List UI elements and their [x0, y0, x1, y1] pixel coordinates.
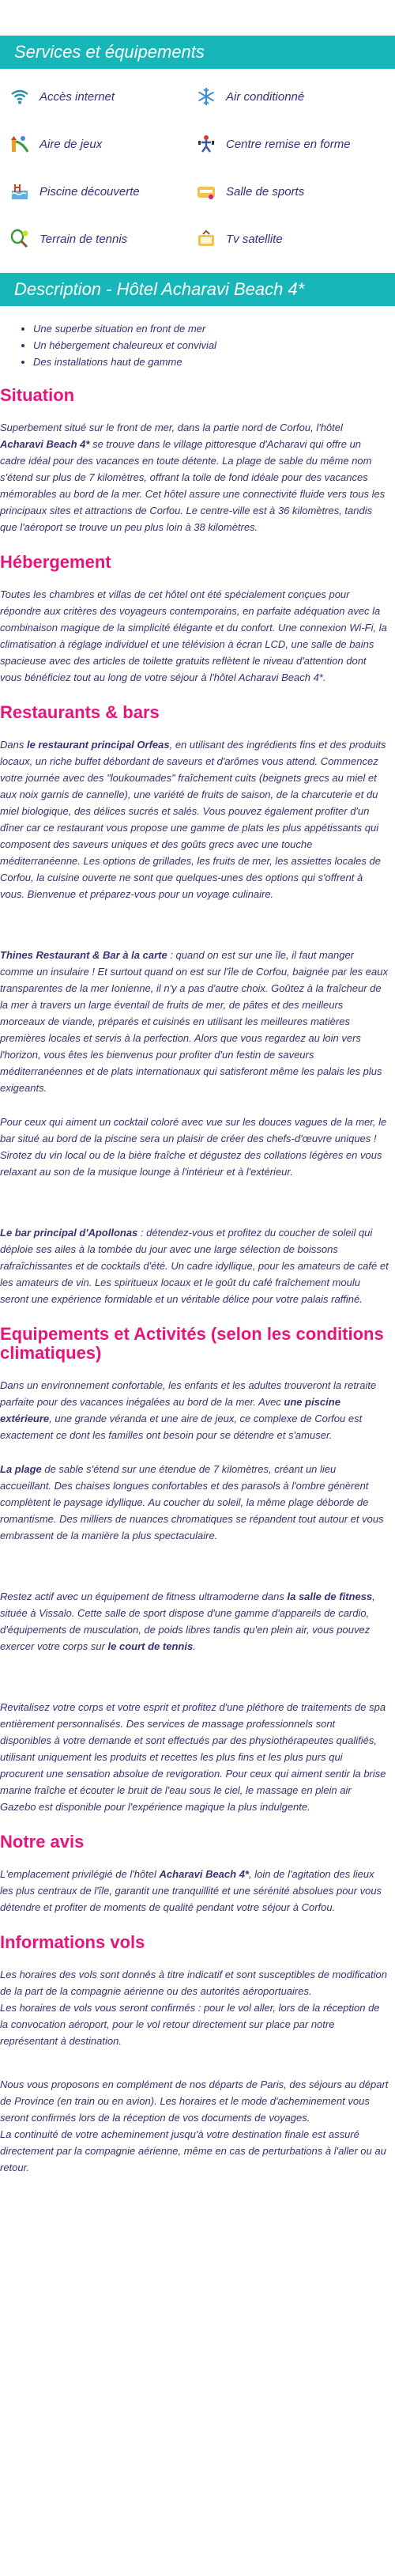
activites-intro-text: Dans un environnement confortable, les enfants et les adultes trouveront la retraite parfaite pour des vacances inégalées au bord de la mer. Avec une piscine extérieure, une grande véranda et une aire de jeux, ce complexe de Corfou est exactement ce dont les familles ont besoin pour se détendre et s'amuser. [0, 1379, 377, 1441]
amenity-label: Tv satellite [226, 232, 283, 246]
list-item: • Un hébergement chaleureux et convivial [33, 337, 395, 354]
hebergement-title: Hébergement [0, 552, 111, 572]
amenity-label: Accès internet [40, 89, 115, 104]
vols-province-text: Nous vous proposons en complément de nos départs de Paris, des séjours au départ de Province (en train ou en avion). Les horaires et le mode d'acheminement vous seront confirmés lors de la réception de vos documents de voyages. La continuité de votre acheminement jusqu'à votre destination finale est assuré directement par la compagnie aérienne, même en cas de perturbations à l'aller ou au retour. [0, 2079, 389, 2173]
wifi-icon [8, 86, 32, 107]
amenity-item [194, 134, 381, 154]
description-bullets [0, 320, 395, 370]
amenities-grid [0, 69, 395, 273]
amenity-item [8, 86, 194, 107]
apollonas-bar-text: Le bar principal d'Apollonas : détendez-vous et profitez du coucher de soleil qui déploie ses ailes à la tombée du jour avec une large sélection de boissons rafraîchissantes et de cocktails d'été. Un cadre idyllique, pour les amateurs de café et les amateurs de vin. Les spiritueux locaux et le goût du café fraîchement moulu seront une expérience formidable et un véritable délice pour votre palais raffiné. [0, 1227, 389, 1305]
spa-text: Revitalisez votre corps et votre esprit et profitez d'une pléthore de traitements de spa entièrement personnalisés. Des services de massage professionnels sont disponibles à votre demande et sont effectués par des physiothérapeutes qualifiés, utilisant uniquement les produits et recettes les plus fins et les plus purs qui procurent une sensation absolue de revigoration. Pour ceux qui aiment sentir la brise marine fraîche et écouter le bruit de l'eau sous le ciel, le massage en plein air Gazebo est disponible pour l'expérience magique la plus indulgente. [0, 1701, 386, 1813]
amenity-label: Air conditionné [226, 89, 305, 104]
situation-title: Situation [0, 385, 75, 405]
tennis-icon [8, 229, 32, 249]
amenity-item [8, 229, 194, 249]
activites-title: Equipements et Activités (selon les conditions climatiques) [0, 1324, 384, 1363]
beach-text: La plage de sable s'étend sur une étendue de 7 kilomètres, créant un lieu accueillant. Des chaises longues confortables et des parasols à l'ombre génèrent complètent le paysage idyllique. Au coucher du soleil, la même plage déborde de romantisme. Des milliers de nuances chromatiques se répandent tout autour et vous embrassent de la manière la plus spectaculaire. [0, 1463, 384, 1541]
list-item: • Une superbe situation en front de mer [33, 320, 395, 337]
fitness-text: Restez actif avec un équipement de fitness ultramoderne dans la salle de fitness, située à Vissalo. Cette salle de sport dispose d'une gamme d'appareils de cardio, d'équipements de musculation, de poids libres tandis qu'en plein air, vous pouvez exercer votre corps sur le court de tennis. [0, 1591, 375, 1652]
sports-hall-icon [194, 181, 218, 202]
amenity-item [8, 134, 194, 154]
amenity-label: Terrain de tennis [40, 232, 128, 246]
list-item: • Des installations haut de gamme [33, 354, 395, 370]
amenities-title: Services et équipements [0, 36, 395, 69]
snowflake-icon [194, 86, 218, 107]
pool-bar-text: Pour ceux qui aiment un cocktail coloré avec vue sur les douces vagues de la mer, le bar situé au bord de la piscine sera un plaisir de créer des chefs-d'œuvre uniques ! Sirotez du vin local ou de la bière fraîche et dégustez des collations légères en vous relaxant au son de la musique lounge à l'intérieur et à l'extérieur. [0, 1116, 387, 1178]
pool-icon [8, 181, 32, 202]
amenity-label: Piscine découverte [40, 184, 140, 199]
vols-text: Les horaires des vols sont donnés à titre indicatif et sont susceptibles de modification de la part de la compagnie aérienne ou des autorités aéroportuaires. Les horaires de vols vous seront confirmés : pour le vol aller, lors de la réception de la convocation aéroport, pour le vol retour directement sur place par notre représentant à destination. [0, 1969, 387, 2047]
restaurant-thines-text: Thines Restaurant & Bar à la carte : quand on est sur une île, il faut manger comme un insulaire ! Et surtout quand on est sur l'île de Corfou, baignée par les eaux transparentes de la mer Ionienne, il n'y a pas d'autre choix. Goûtez à la fraîcheur de la mer à travers un large éventail de fruits de mer, de pâtes et des meilleurs morceaux de viande, préparés et cuisinés en utilisant les meilleures matières premières locales et servis à la perfection. Alors que vous regardez au loin vers l'horizon, vous êtes les bienvenus pour profiter d'un festin de saveurs méditerranéennes et de plats internationaux qui satisferont même les palais les plus exigeants. [0, 949, 388, 1094]
amenity-item [194, 86, 381, 107]
restaurants-title: Restaurants & bars [0, 702, 160, 722]
amenity-item [8, 181, 194, 202]
satellite-tv-icon [194, 229, 218, 249]
situation-text: Superbement situé sur le front de mer, dans la partie nord de Corfou, l'hôtel Acharavi Beach 4* se trouve dans le village pittoresque d'Acharavi qui offre un cadre idéal pour des vacances en toute détente. La plage de sable du même nom s'étend sur plus de 7 kilomètres, offrant la toile de fond idéale pour des vacances mémorables au bord de la mer. Cet hôtel assure une connectivité fluide vers tous les principaux sites et attractions de Corfou. Le centre-ville est à 36 kilomètres, tandis que l'aéroport se trouve un peu plus loin à 38 kilomètres. [0, 422, 386, 533]
vols-title: Informations vols [0, 1932, 145, 1952]
restaurant-orfeas-text: Dans le restaurant principal Orfeas, en utilisant des ingrédients fins et des produits locaux, un riche buffet débordant de saveurs et d'arômes vous attend. Commencez votre journée avec des "loukoumades" fraîchement cuits (beignets grecs au miel et aux noix garnis de cannelle), une variété de fruits de saison, de la charcuterie et du miel biologique, des délices sucrés et salés. Vous pouvez également profiter d'un dîner car ce restaurant vous propose une gamme de plats les plus appétissants qui composent des saveurs uniques et des goûts grecs avec une touche méditerranéenne. Les options de grillades, les fruits de mer, les assiettes locales de Corfou, la cuisine ouverte ne sont que quelques-unes des options qui s'offrent à vous. Bienvenue et préparez-vous pour un voyage culinaire. [0, 739, 386, 900]
hebergement-text: Toutes les chambres et villas de cet hôtel ont été spécialement conçues pour répondre aux critères des voyageurs contemporains, en parfaite adéquation avec la combinaison magique de la simplicité élégante et du confort. Une connexion Wi-Fi, la climatisation à réglage individuel et une télévision à écran LCD, une salle de bains spacieuse avec des articles de toilette gratuits reflètent le niveau d'attention dont vous bénéficiez tout au long de votre séjour à l'hôtel Acharavi Beach 4*. [0, 588, 387, 683]
playground-icon [8, 134, 32, 154]
amenity-label: Centre remise en forme [226, 137, 351, 151]
amenity-label: Salle de sports [226, 184, 305, 199]
avis-title: Notre avis [0, 1832, 85, 1852]
description-title: Description - Hôtel Acharavi Beach 4* [0, 273, 395, 306]
fitness-icon [194, 134, 218, 154]
amenity-item [194, 181, 381, 202]
amenity-label: Aire de jeux [40, 137, 103, 151]
amenity-item [194, 229, 381, 249]
avis-text: L'emplacement privilégié de l'hôtel Acharavi Beach 4*, loin de l'agitation des lieux les plus centraux de l'île, garantit une tranquillité et une sérénité absolues pour vous détendre et profiter de moments de qualité pendant votre séjour à Corfou. [0, 1868, 382, 1913]
